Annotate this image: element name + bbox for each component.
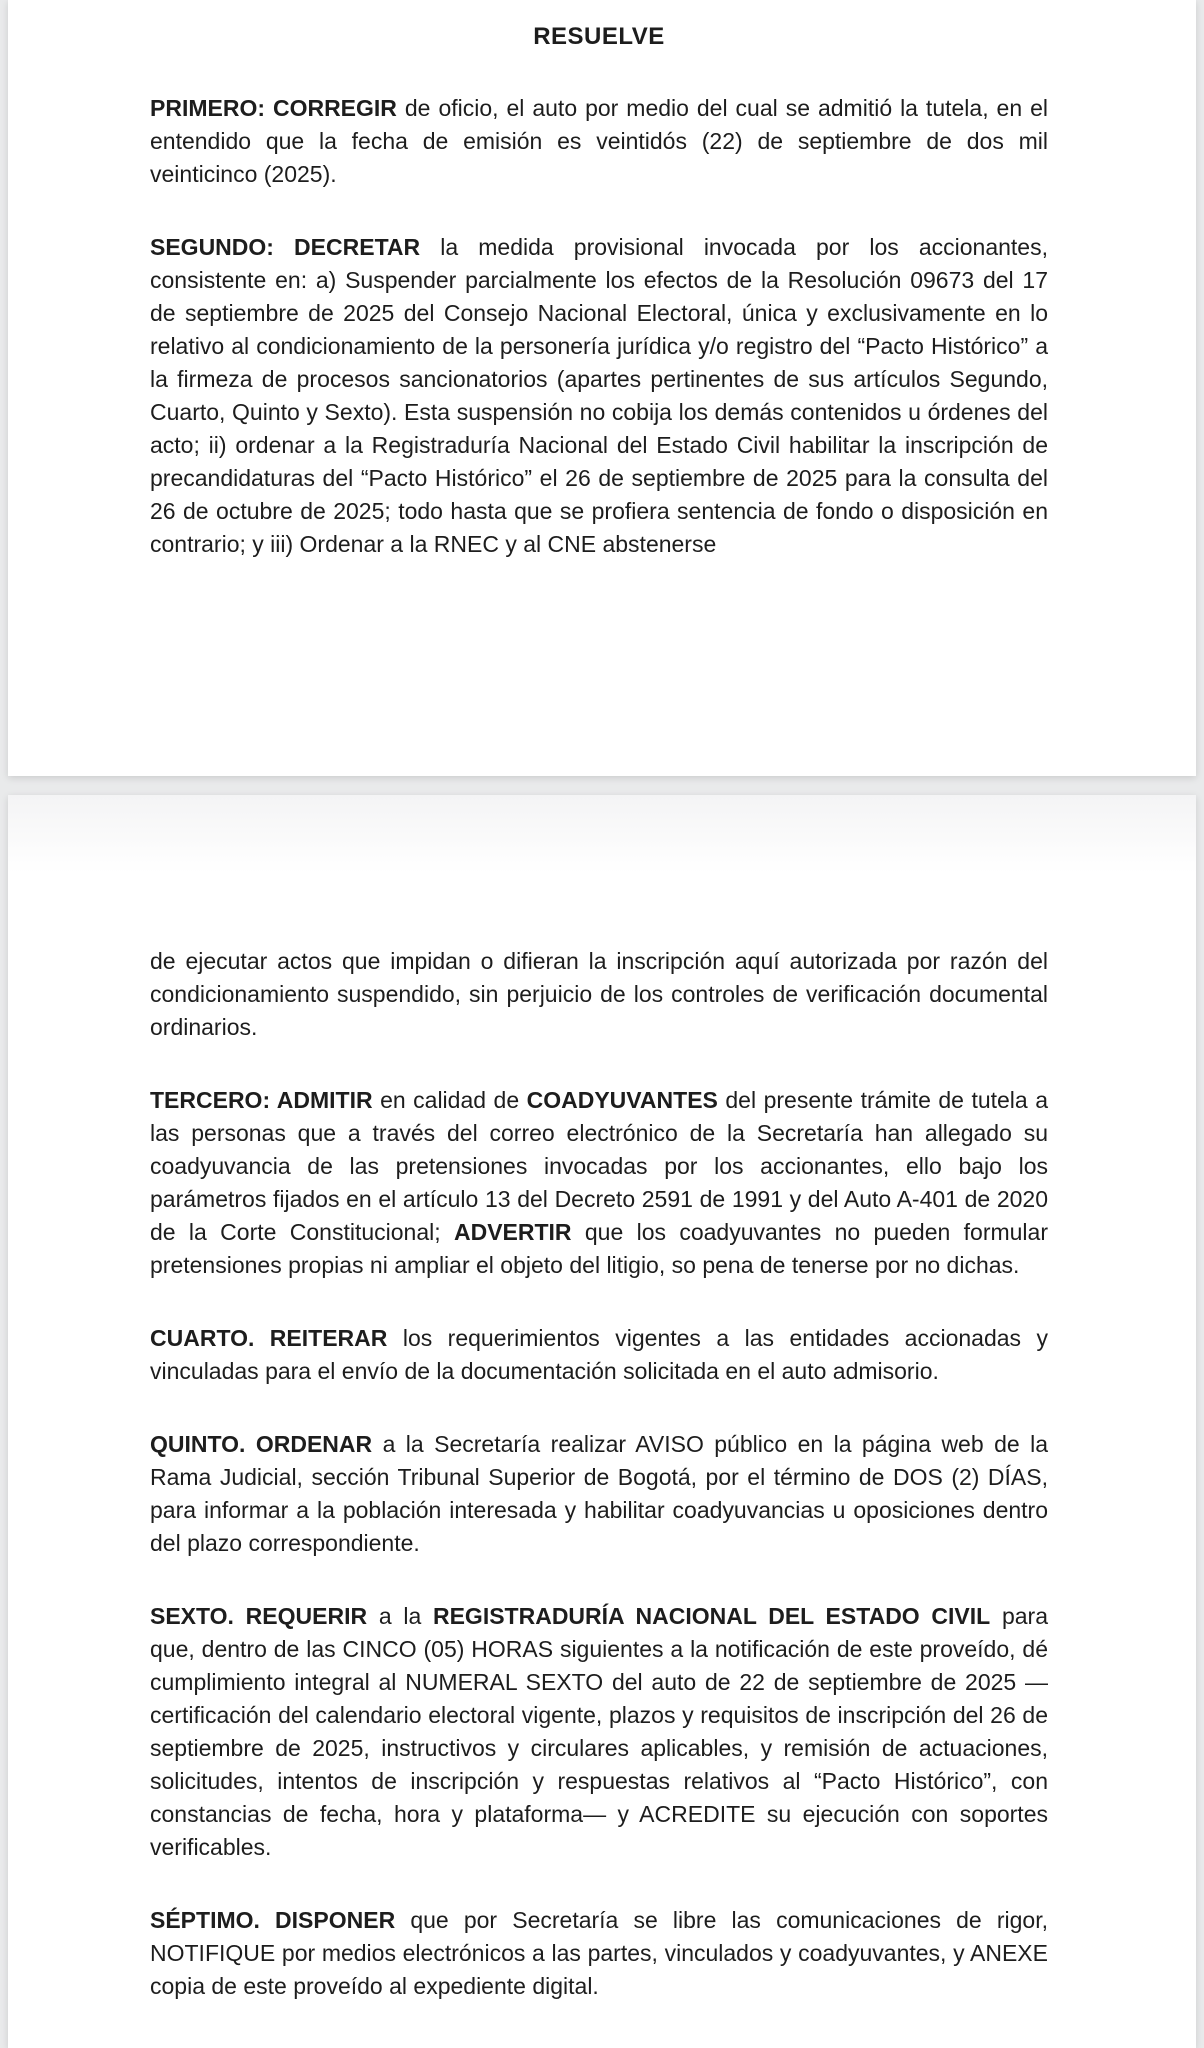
- text-run: a la: [378, 1603, 433, 1629]
- text-run: los requerimientos vigentes a las entidades accionadas y vinculadas para el envío de la documentación solicitada en el auto admisorio.: [150, 1325, 1048, 1384]
- paragraph-tercero: [150, 1084, 1048, 1282]
- page-2-paragraphs: [150, 945, 1048, 2003]
- paragraph-segundo: [150, 231, 1048, 561]
- bold-run: PRIMERO: CORREGIR: [150, 95, 405, 121]
- bold-run: ADVERTIR: [453, 1219, 572, 1245]
- paragraph-cuarto: [150, 1322, 1048, 1388]
- bold-run: QUINTO. ORDENAR: [150, 1431, 383, 1457]
- text-run: que por Secretaría se libre las comunicaciones de rigor, NOTIFIQUE por medios electrónicos a las partes, vinculados y coadyuvantes, y ANEXE copia de este proveído al expediente digital.: [150, 1907, 1048, 1999]
- text-run: la medida provisional invocada por los accionantes, consistente en: a) Suspender parcialmente los efectos de la Resolución 09673 del 17 de septiembre de 2025 del Consejo Nacional Electoral, única y exclusivamente en lo relativo al condicionamiento de la personería jurídica y/o registro del “Pacto Histórico” a la firmeza de procesos sancionatorios (apartes pertinentes de sus artículos Segundo, Cuarto, Quinto y Sexto). Esta suspensión no cobija los demás contenidos u órdenes del acto; ii) ordenar a la Registraduría Nacional del Estado Civil habilitar la inscripción de precandidaturas del “Pacto Histórico” el 26 de septiembre de 2025 para la consulta del 26 de octubre de 2025; todo hasta que se profiera sentencia de fondo o disposición en contrario; y iii) Ordenar a la RNEC y al CNE abstenerse: [150, 234, 1048, 557]
- text-run: a la Secretaría realizar AVISO público en la página web de la Rama Judicial, sección Tribunal Superior de Bogotá, por el término de DOS (2) DÍAS, para informar a la población interesada y habilitar coadyuvancias u oposiciones dentro del plazo correspondiente.: [150, 1431, 1048, 1556]
- text-run: que los coadyuvantes no pueden formular pretensiones propias ni ampliar el objeto del litigio, so pena de tenerse por no dichas.: [150, 1219, 1048, 1278]
- section-heading: RESUELVE: [533, 23, 665, 50]
- bold-run: SEXTO. REQUERIR: [150, 1603, 379, 1629]
- page-1-paragraphs: [150, 92, 1048, 561]
- bold-run: TERCERO: ADMITIR: [150, 1087, 381, 1113]
- document-page-1: [8, 0, 1196, 776]
- bold-run: SÉPTIMO. DISPONER: [150, 1907, 411, 1933]
- text-run: de oficio, el auto por medio del cual se admitió la tutela, en el entendido que la fecha de emisión es veintidós (22) de septiembre de dos mil veinticinco (2025).: [150, 95, 1049, 187]
- paragraph-quinto: [150, 1428, 1048, 1560]
- paragraph-septimo: [150, 1904, 1048, 2003]
- paragraph-segundo-continuacion: [150, 945, 1048, 1044]
- paragraph-sexto: [150, 1600, 1048, 1864]
- text-run: del presente trámite de tutela a las personas que a través del correo electrónico de la Secretaría han allegado su coadyuvancia de las pretensiones invocadas por los accionantes, ello bajo los parámetros fijados en el artículo 13 del Decreto 2591 de 1991 y del Auto A-401 de 2020 de la Corte Constitucional;: [150, 1087, 1048, 1245]
- bold-run: SEGUNDO: DECRETAR: [150, 234, 441, 260]
- text-run: para que, dentro de las CINCO (05) HORAS siguientes a la notificación de este proveído, dé cumplimiento integral al NUMERAL SEXTO del auto de 22 de septiembre de 2025 —certificación del calendario electoral vigente, plazos y requisitos de inscripción del 26 de septiembre de 2025, instructivos y circulares aplicables, y remisión de actuaciones, solicitudes, intentos de inscripción y respuestas relativos al “Pacto Histórico”, con constancias de fecha, hora y plataforma— y ACREDITE su ejecución con soportes verificables.: [150, 1603, 1048, 1860]
- bold-run: REGISTRADURÍA NACIONAL DEL ESTADO CIVIL: [432, 1603, 991, 1629]
- page-2-content: [8, 795, 1196, 2003]
- paragraph-primero: [150, 92, 1048, 191]
- text-run: en calidad de: [380, 1087, 527, 1113]
- text-run: de ejecutar actos que impidan o difieran la inscripción aquí autorizada por razón del condicionamiento suspendido, sin perjuicio de los controles de verificación documental ordinarios.: [150, 948, 1048, 1040]
- document-page-2: [8, 795, 1196, 2048]
- bold-run: CUARTO. REITERAR: [150, 1325, 403, 1351]
- page-1-content: [8, 0, 1196, 561]
- bold-run: COADYUVANTES: [526, 1087, 718, 1113]
